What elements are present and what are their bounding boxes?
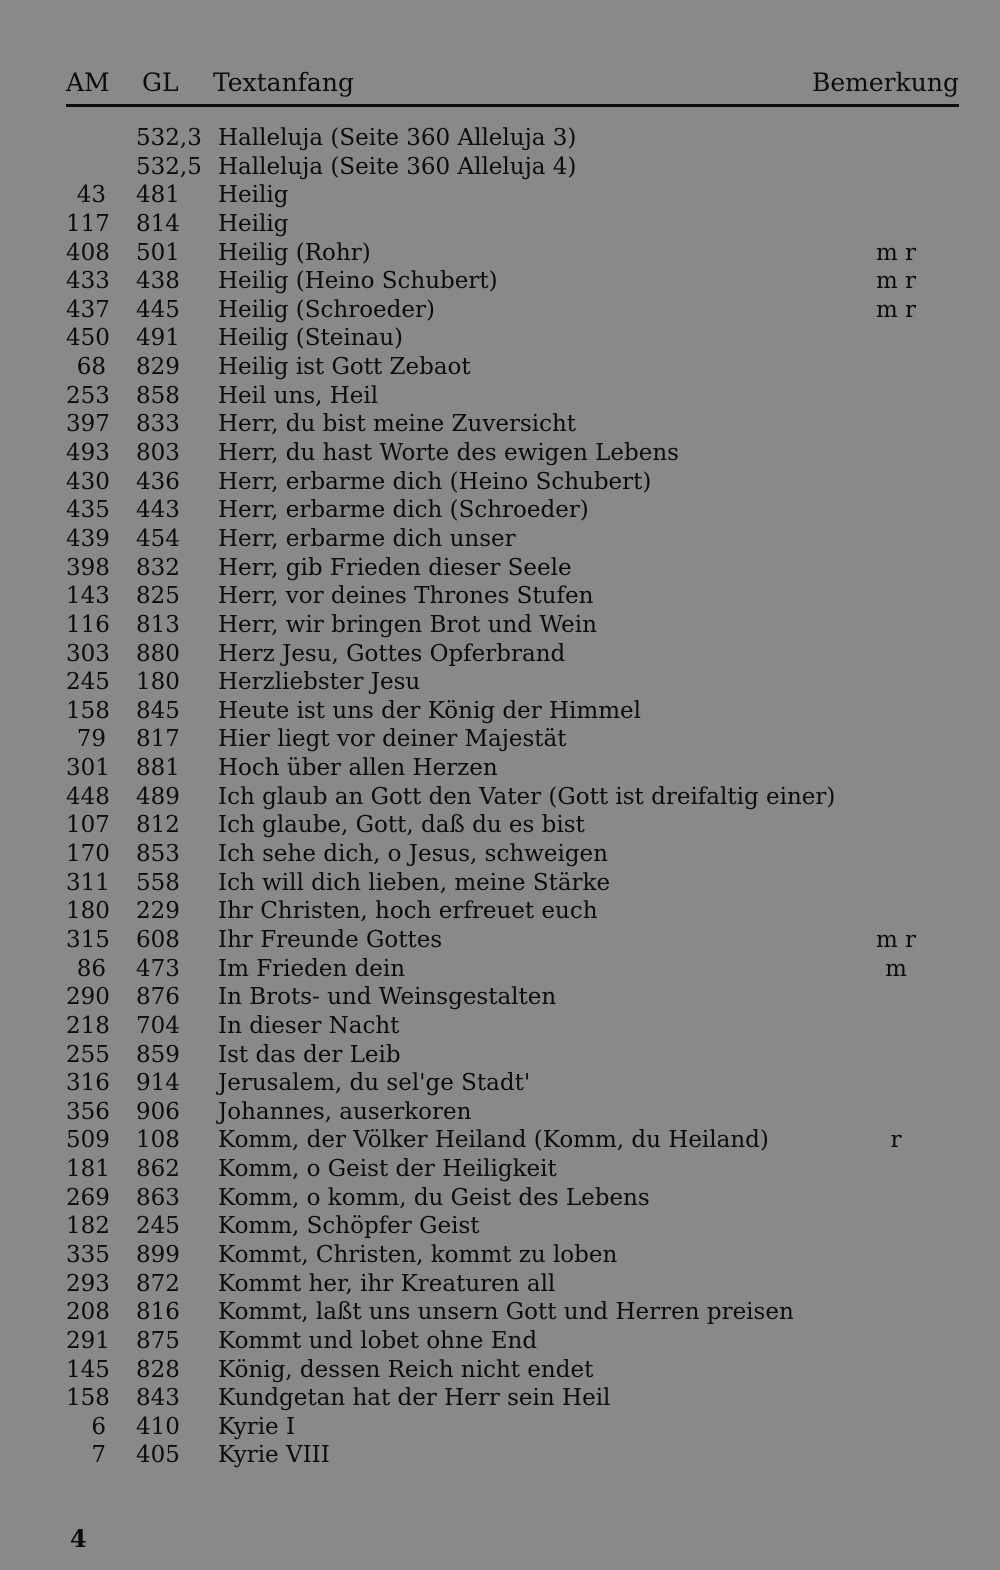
row-bemerkung: m: [885, 955, 907, 982]
table-row: [66, 754, 959, 783]
row-text: Johannes, auserkoren: [218, 1098, 472, 1125]
row-gl: 558: [136, 869, 180, 896]
row-text: Im Frieden dein: [218, 955, 406, 982]
header-am: AM: [66, 68, 110, 97]
row-gl: 704: [136, 1012, 180, 1039]
table-row: [66, 1098, 959, 1127]
table-row: [66, 1212, 959, 1241]
table-body: [66, 124, 959, 1470]
row-am: 180: [66, 898, 110, 925]
table-row: [66, 1041, 959, 1070]
table-row: [66, 1241, 959, 1270]
row-gl: 812: [136, 812, 180, 839]
row-am: 86: [76, 955, 106, 982]
row-gl: 532,5: [136, 153, 202, 180]
header-textanfang: Textanfang: [213, 68, 354, 97]
table-row: [66, 353, 959, 382]
row-gl: 108: [136, 1127, 180, 1154]
row-am: 68: [76, 354, 106, 381]
row-am: 291: [66, 1327, 110, 1354]
table-row: [66, 267, 959, 296]
table-row: [66, 1270, 959, 1299]
row-am: 397: [66, 411, 110, 438]
row-am: 311: [66, 869, 110, 896]
row-gl: 862: [136, 1156, 180, 1183]
table-row: [66, 439, 959, 468]
row-gl: 880: [136, 640, 180, 667]
row-am: 493: [66, 440, 110, 467]
row-text: Herz Jesu, Gottes Opferbrand: [218, 640, 566, 667]
row-text: Halleluja (Seite 360 Alleluja 3): [218, 125, 577, 151]
row-gl: 443: [136, 497, 180, 524]
row-bemerkung: r: [890, 1127, 902, 1154]
table-row: [66, 1069, 959, 1098]
row-gl: 881: [136, 755, 180, 782]
table-row: [66, 554, 959, 583]
row-gl: 829: [136, 354, 180, 381]
row-gl: 501: [136, 239, 180, 266]
row-am: 245: [66, 669, 110, 696]
row-text: Ist das der Leib: [218, 1041, 401, 1068]
row-gl: 438: [136, 268, 180, 295]
row-text: Kundgetan hat der Herr sein Heil: [218, 1385, 611, 1412]
table-row: [66, 468, 959, 497]
header-gl: GL: [142, 68, 179, 97]
row-am: 293: [66, 1270, 110, 1297]
row-am: 433: [66, 268, 110, 295]
row-text: Kyrie VIII: [218, 1442, 330, 1469]
row-text: In Brots- und Weinsgestalten: [218, 984, 557, 1011]
row-am: 398: [66, 554, 110, 581]
table-row: [66, 955, 959, 984]
row-gl: 899: [136, 1241, 180, 1268]
row-text: Heilig (Schroeder): [218, 296, 435, 323]
table-row: [66, 1384, 959, 1413]
row-am: 437: [66, 296, 110, 323]
row-am: 170: [66, 841, 110, 868]
table-row: [66, 1184, 959, 1213]
row-bemerkung: m r: [875, 296, 917, 323]
row-am: 435: [66, 497, 110, 524]
row-am: 218: [66, 1012, 110, 1039]
row-am: 509: [66, 1127, 110, 1154]
row-gl: 481: [136, 182, 180, 209]
row-text: Kommt und lobet ohne End: [218, 1327, 538, 1354]
row-text: Herr, du bist meine Zuversicht: [218, 411, 577, 438]
row-text: Heilig: [218, 210, 289, 237]
row-text: Herr, wir bringen Brot und Wein: [218, 611, 597, 638]
row-text: Heilig ist Gott Zebaot: [218, 354, 471, 381]
row-gl: 803: [136, 440, 180, 467]
row-gl: 906: [136, 1098, 180, 1125]
row-gl: 914: [136, 1070, 180, 1097]
row-text: Halleluja (Seite 360 Alleluja 4): [218, 153, 577, 180]
table-row: [66, 1155, 959, 1184]
table-row: [66, 1327, 959, 1356]
row-gl: 833: [136, 411, 180, 438]
row-gl: 853: [136, 841, 180, 868]
row-text: Ich glaube, Gott, daß du es bist: [218, 812, 585, 839]
row-text: Herr, du hast Worte des ewigen Lebens: [218, 440, 679, 467]
row-text: Hoch über allen Herzen: [218, 755, 498, 782]
row-text: Komm, o Geist der Heiligkeit: [218, 1156, 557, 1183]
table-row: [66, 840, 959, 869]
row-am: 107: [66, 812, 110, 839]
row-am: 448: [66, 783, 110, 810]
row-gl: 875: [136, 1327, 180, 1354]
row-gl: 454: [136, 525, 180, 552]
row-gl: 816: [136, 1299, 180, 1326]
row-am: 255: [66, 1041, 110, 1068]
row-am: 303: [66, 640, 110, 667]
row-text: Heilig: [218, 182, 289, 209]
row-text: Ich glaub an Gott den Vater (Gott ist dreifaltig einer): [218, 783, 836, 810]
row-text: Komm, o komm, du Geist des Lebens: [218, 1184, 650, 1211]
table-row: [66, 324, 959, 353]
table-row: [66, 611, 959, 640]
row-am: 117: [66, 210, 110, 237]
row-text: Herr, erbarme dich unser: [218, 525, 516, 552]
row-am: 43: [76, 182, 106, 209]
row-text: Ihr Christen, hoch erfreuet euch: [218, 898, 598, 925]
header-bemerkung: Bemerkung: [812, 68, 959, 97]
row-gl: 245: [136, 1213, 180, 1240]
row-text: Hier liegt vor deiner Majestät: [218, 726, 567, 753]
row-text: Kommt her, ihr Kreaturen all: [218, 1270, 556, 1297]
table-row: [66, 181, 959, 210]
row-gl: 489: [136, 783, 180, 810]
table-row: [66, 1298, 959, 1327]
row-text: In dieser Nacht: [218, 1012, 400, 1039]
row-text: Herr, vor deines Thrones Stufen: [218, 583, 594, 610]
row-gl: 491: [136, 325, 180, 352]
row-am: 335: [66, 1241, 110, 1268]
row-am: 208: [66, 1299, 110, 1326]
row-gl: 473: [136, 955, 180, 982]
row-gl: 410: [136, 1413, 180, 1440]
table-row: [66, 410, 959, 439]
row-bemerkung: m r: [875, 268, 917, 295]
table-row: [66, 983, 959, 1012]
table-row: [66, 1441, 959, 1470]
table-row: [66, 668, 959, 697]
row-text: Herr, erbarme dich (Schroeder): [218, 497, 589, 524]
row-text: Kommt, laßt uns unsern Gott und Herren preisen: [218, 1299, 794, 1326]
row-gl: 405: [136, 1442, 180, 1469]
table-row: [66, 697, 959, 726]
row-gl: 229: [136, 898, 180, 925]
row-gl: 876: [136, 984, 180, 1011]
row-am: 269: [66, 1184, 110, 1211]
row-gl: 828: [136, 1356, 180, 1383]
row-am: 182: [66, 1213, 110, 1240]
table-row: [66, 926, 959, 955]
row-text: Heilig (Heino Schubert): [218, 268, 498, 295]
row-text: Ich will dich lieben, meine Stärke: [218, 869, 611, 896]
table-row: [66, 725, 959, 754]
row-am: 290: [66, 984, 110, 1011]
row-gl: 872: [136, 1270, 180, 1297]
row-bemerkung: m r: [875, 926, 917, 953]
row-text: Jerusalem, du sel'ge Stadt': [218, 1070, 531, 1097]
row-text: Herr, erbarme dich (Heino Schubert): [218, 468, 652, 495]
table-row: [66, 525, 959, 554]
table-row: [66, 1413, 959, 1442]
row-text: Herr, gib Frieden dieser Seele: [218, 554, 572, 581]
row-text: Heute ist uns der König der Himmel: [218, 697, 641, 724]
row-text: Heilig (Steinau): [218, 325, 404, 352]
row-gl: 832: [136, 554, 180, 581]
row-text: Ich sehe dich, o Jesus, schweigen: [218, 841, 608, 868]
row-am: 301: [66, 755, 110, 782]
row-gl: 843: [136, 1385, 180, 1412]
row-gl: 859: [136, 1041, 180, 1068]
row-am: 181: [66, 1156, 110, 1183]
table-row: [66, 496, 959, 525]
row-gl: 445: [136, 296, 180, 323]
row-am: 145: [66, 1356, 110, 1383]
row-am: 356: [66, 1098, 110, 1125]
table-row: [66, 582, 959, 611]
row-text: Heilig (Rohr): [218, 239, 371, 266]
row-gl: 532,3: [136, 125, 202, 151]
row-text: König, dessen Reich nicht endet: [218, 1356, 594, 1383]
table-row: [66, 1356, 959, 1385]
row-am: 430: [66, 468, 110, 495]
row-text: Komm, der Völker Heiland (Komm, du Heiland): [218, 1127, 769, 1154]
row-am: 315: [66, 926, 110, 953]
row-gl: 858: [136, 382, 180, 409]
page-number: 4: [70, 1524, 87, 1553]
row-gl: 863: [136, 1184, 180, 1211]
table-row: [66, 783, 959, 812]
row-am: 253: [66, 382, 110, 409]
row-gl: 825: [136, 583, 180, 610]
row-text: Kommt, Christen, kommt zu loben: [218, 1241, 618, 1268]
row-gl: 817: [136, 726, 180, 753]
row-gl: 845: [136, 697, 180, 724]
row-am: 450: [66, 325, 110, 352]
row-text: Heil uns, Heil: [218, 382, 379, 409]
table-row: [66, 296, 959, 325]
table-header: [66, 66, 959, 100]
row-gl: 180: [136, 669, 180, 696]
row-gl: 814: [136, 210, 180, 237]
row-gl: 813: [136, 611, 180, 638]
row-text: Kyrie I: [218, 1413, 296, 1440]
row-am: 79: [76, 726, 106, 753]
row-gl: 436: [136, 468, 180, 495]
row-am: 158: [66, 1385, 110, 1412]
row-am: 158: [66, 697, 110, 724]
row-am: 116: [66, 611, 110, 638]
table-row: [66, 897, 959, 926]
table-row: [66, 811, 959, 840]
table-row: [66, 239, 959, 268]
table-row: [66, 124, 959, 153]
row-gl: 608: [136, 926, 180, 953]
table-row: [66, 210, 959, 239]
row-bemerkung: m r: [875, 239, 917, 266]
row-am: 316: [66, 1070, 110, 1097]
table-row: [66, 640, 959, 669]
table-row: [66, 1126, 959, 1155]
row-am: 6: [91, 1413, 106, 1440]
table-row: [66, 869, 959, 898]
table-row: [66, 1012, 959, 1041]
row-text: Komm, Schöpfer Geist: [218, 1213, 480, 1240]
table-row: [66, 153, 959, 182]
row-am: 143: [66, 583, 110, 610]
row-am: 7: [91, 1442, 106, 1469]
row-text: Herzliebster Jesu: [218, 669, 421, 696]
row-text: Ihr Freunde Gottes: [218, 926, 443, 953]
row-am: 439: [66, 525, 110, 552]
header-rule: [66, 104, 959, 107]
row-am: 408: [66, 239, 110, 266]
table-row: [66, 382, 959, 411]
